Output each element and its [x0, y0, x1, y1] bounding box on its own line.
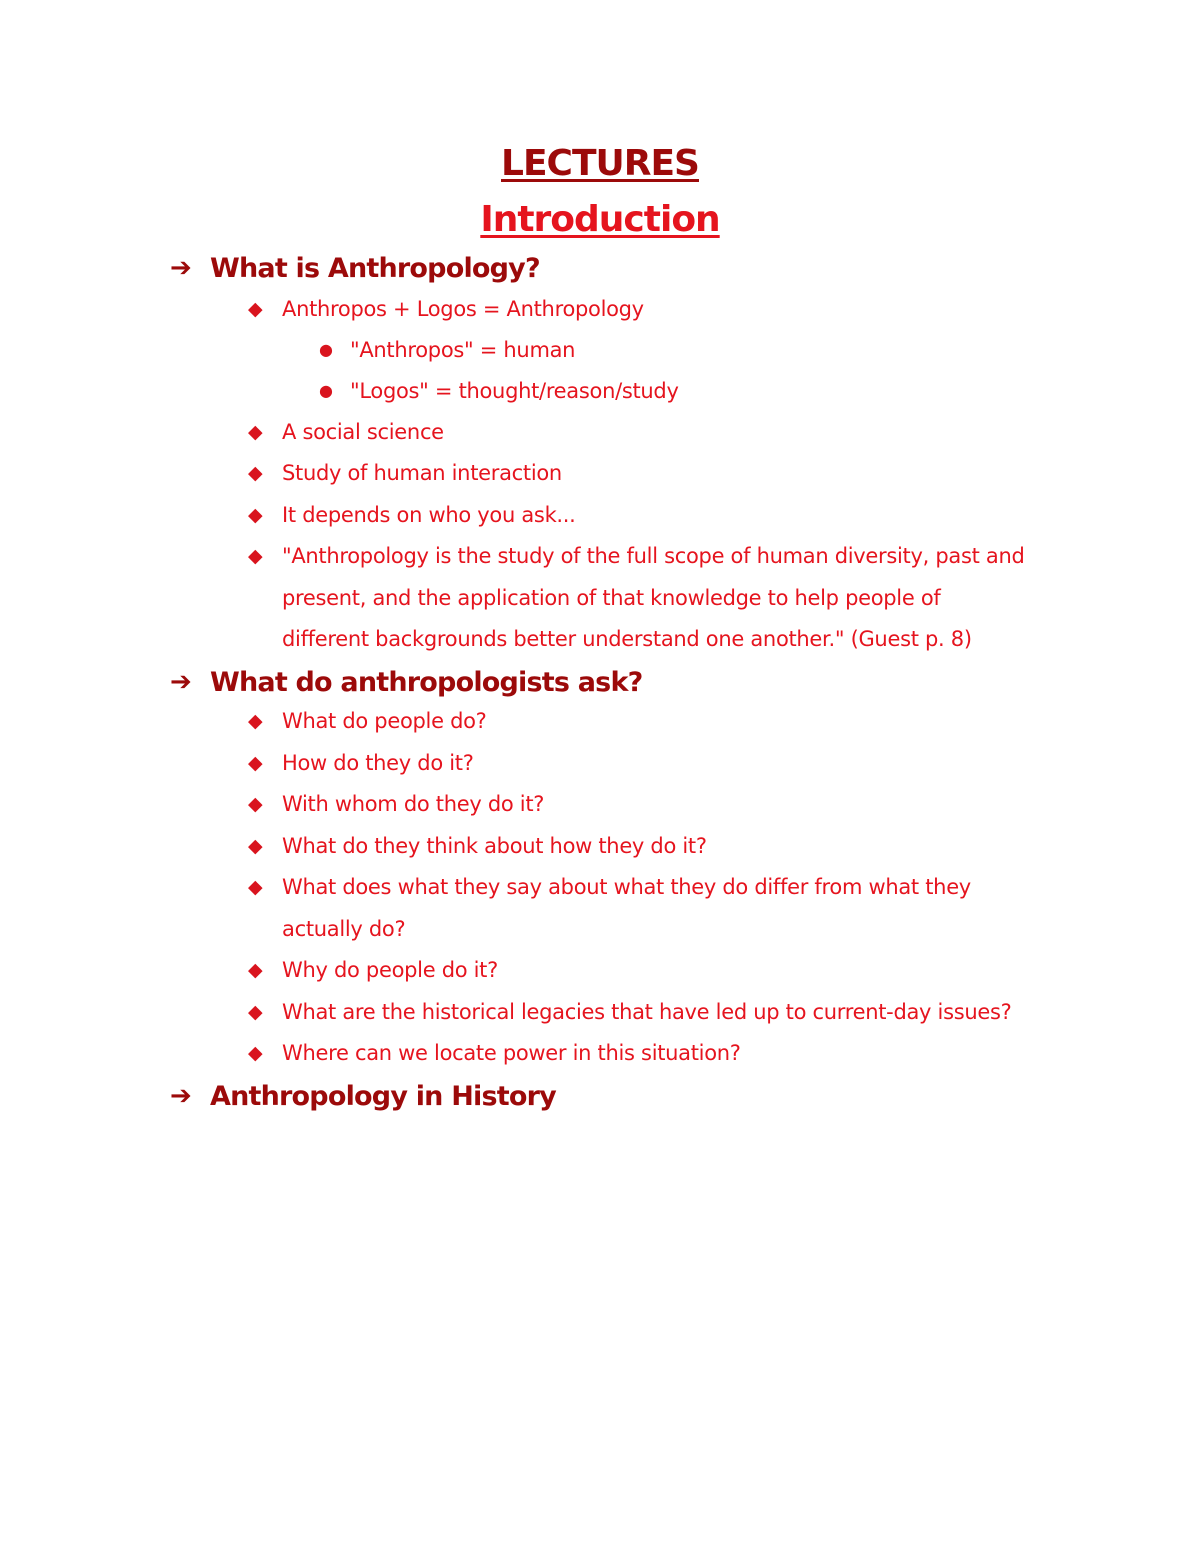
list-item-text: Anthropos + Logos = Anthropology	[282, 296, 644, 321]
sub-list-item	[316, 329, 575, 370]
list-item-text: How do they do it?	[282, 750, 474, 775]
list-item-text: What does what they say about what they do differ from what they	[282, 874, 971, 899]
diamond-bullet-icon: ◆	[248, 1000, 263, 1023]
list-item-continuation: different backgrounds better understand one another." (Guest p. 8)	[282, 626, 972, 651]
sub-list-item-text: "Anthropos" = human	[350, 337, 576, 362]
section-heading-what-is-anthropology	[170, 248, 540, 288]
arrow-bullet-icon: ➔	[170, 253, 191, 283]
diamond-bullet-icon: ◆	[248, 420, 263, 443]
list-item	[248, 535, 1025, 576]
section-heading-what-do-anthropologists-ask	[170, 662, 642, 702]
diamond-bullet-icon: ◆	[248, 792, 263, 815]
diamond-bullet-icon: ◆	[248, 544, 263, 567]
diamond-bullet-icon: ◆	[248, 875, 263, 898]
list-item	[248, 742, 474, 783]
list-item	[248, 494, 576, 535]
dot-bullet-icon: ●	[319, 340, 333, 359]
list-item-text: Study of human interaction	[282, 460, 562, 485]
list-item-text: It depends on who you ask...	[282, 502, 576, 527]
section-heading-anthropology-in-history	[170, 1076, 556, 1116]
list-item-continuation: actually do?	[282, 916, 406, 941]
diamond-bullet-icon: ◆	[248, 751, 263, 774]
arrow-bullet-icon: ➔	[170, 1081, 191, 1111]
list-item-text: Where can we locate power in this situation?	[282, 1040, 741, 1065]
list-item-text: Why do people do it?	[282, 957, 498, 982]
diamond-bullet-icon: ◆	[248, 709, 263, 732]
list-item	[248, 700, 487, 741]
diamond-bullet-icon: ◆	[248, 958, 263, 981]
list-item-text: What do people do?	[282, 708, 487, 733]
sub-list-item	[316, 370, 679, 411]
list-item	[248, 452, 562, 493]
section-heading-text: What do anthropologists ask?	[210, 666, 643, 698]
list-item	[248, 288, 644, 329]
list-item	[248, 411, 444, 452]
sub-list-item-text: "Logos" = thought/reason/study	[350, 378, 679, 403]
list-item	[248, 866, 971, 907]
diamond-bullet-icon: ◆	[248, 834, 263, 857]
list-item-text: A social science	[282, 419, 444, 444]
list-item	[248, 949, 498, 990]
list-item	[248, 825, 707, 866]
list-item	[248, 783, 544, 824]
document-subtitle: Introduction	[480, 199, 720, 240]
diamond-bullet-icon: ◆	[248, 297, 263, 320]
list-item	[248, 991, 1011, 1032]
section-heading-text: What is Anthropology?	[210, 252, 540, 284]
document-title: LECTURES	[501, 143, 699, 184]
list-item-text: "Anthropology is the study of the full scope of human diversity, past and	[282, 543, 1025, 568]
diamond-bullet-icon: ◆	[248, 461, 263, 484]
list-item-continuation: present, and the application of that knowledge to help people of	[282, 585, 941, 610]
arrow-bullet-icon: ➔	[170, 667, 191, 697]
section-heading-text: Anthropology in History	[210, 1080, 556, 1112]
diamond-bullet-icon: ◆	[248, 503, 263, 526]
list-item-text: With whom do they do it?	[282, 791, 545, 816]
list-item-text: What do they think about how they do it?	[282, 833, 707, 858]
list-item	[248, 1032, 741, 1073]
diamond-bullet-icon: ◆	[248, 1041, 263, 1064]
dot-bullet-icon: ●	[319, 381, 333, 400]
list-item-text: What are the historical legacies that have led up to current-day issues?	[282, 999, 1012, 1024]
